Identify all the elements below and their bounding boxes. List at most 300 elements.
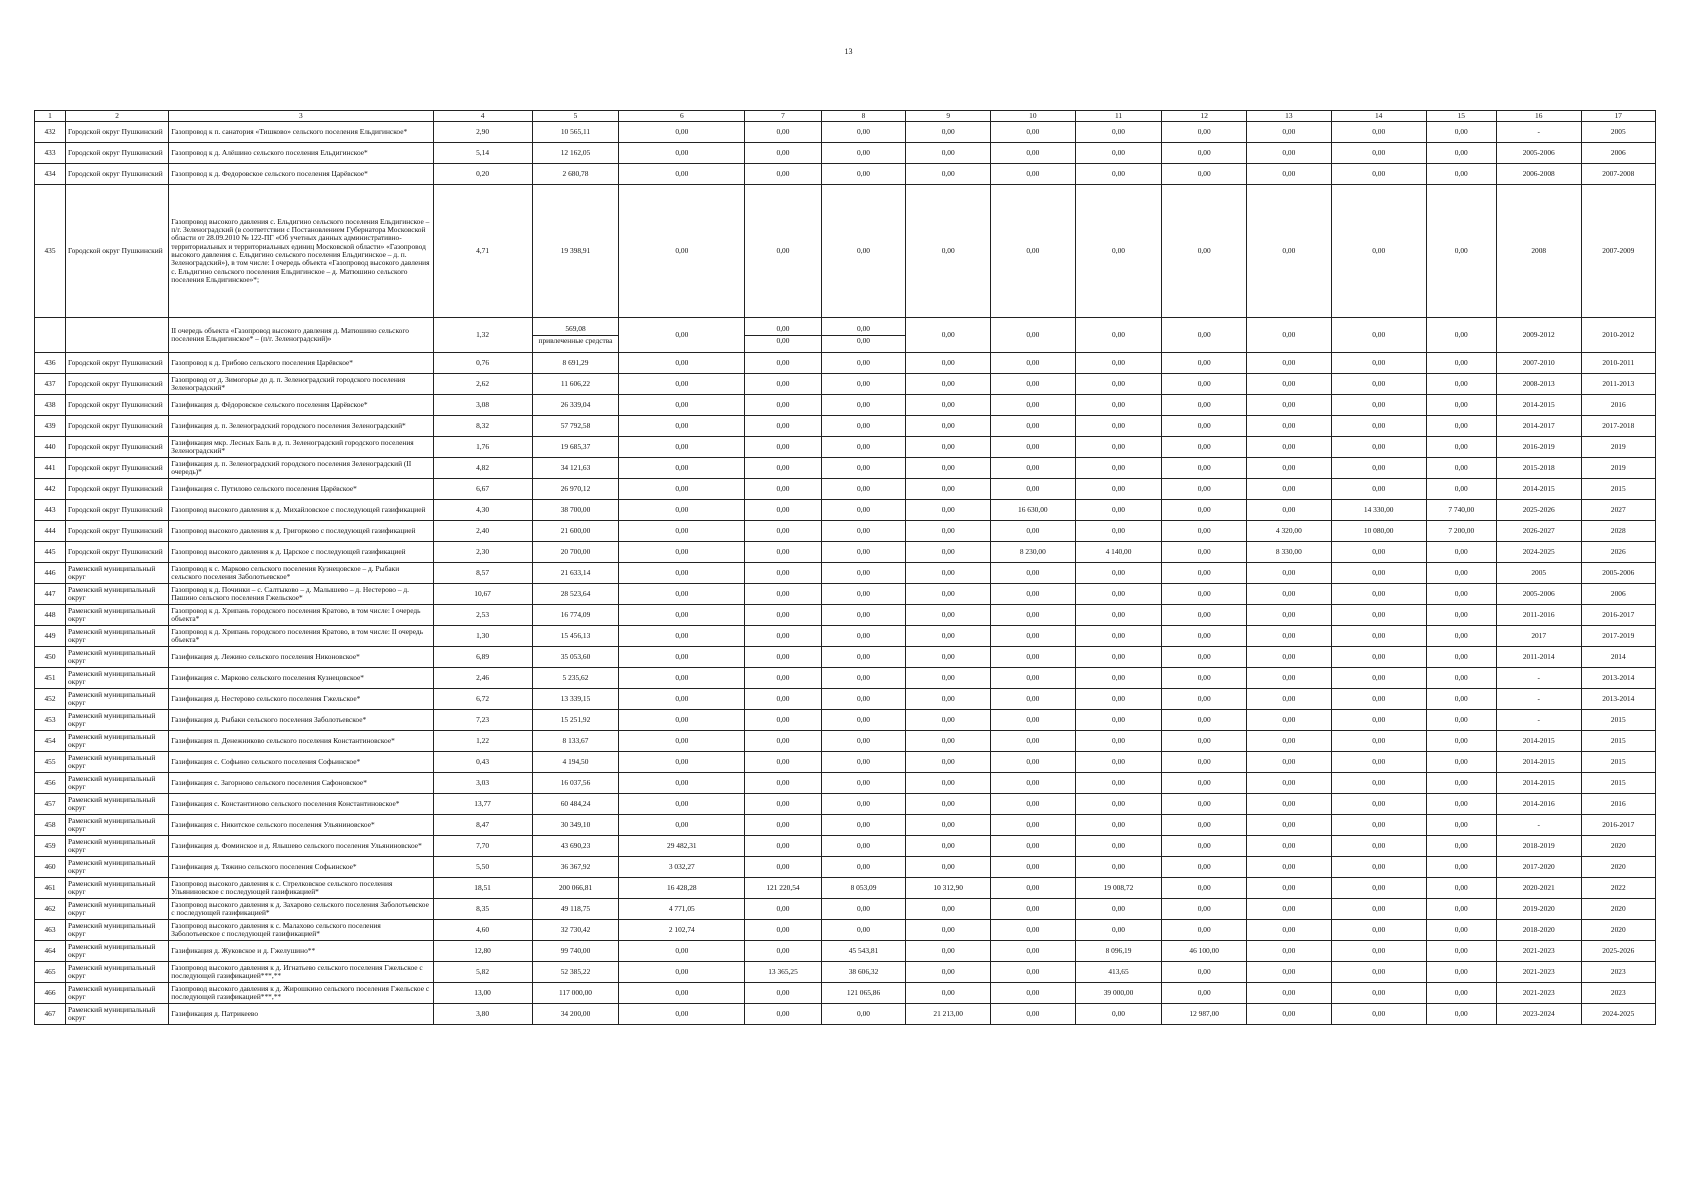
table-cell: 0,00 <box>991 626 1076 647</box>
table-cell: 0,00 <box>991 731 1076 752</box>
table-cell: 2017-2018 <box>1581 416 1655 437</box>
table-cell: 0,00 <box>991 857 1076 878</box>
table-cell: 0,00 <box>1426 185 1496 318</box>
table-cell: 0,00 <box>1247 458 1332 479</box>
table-cell: 60 484,24 <box>532 794 619 815</box>
table-cell: 5,82 <box>433 962 532 983</box>
table-cell: - <box>1496 668 1581 689</box>
table-cell: 0,00 <box>906 584 991 605</box>
table-cell: Газопровод к д. Алёшино сельского поселения Ельдигинское* <box>169 143 433 164</box>
table-cell: 2014-2015 <box>1496 731 1581 752</box>
table-row <box>35 815 1656 836</box>
table-cell: 12 162,05 <box>532 143 619 164</box>
table-row <box>35 983 1656 1004</box>
table-cell: 6,67 <box>433 479 532 500</box>
table-cell: 0,00 <box>1075 1004 1162 1025</box>
table-cell: 433 <box>35 143 66 164</box>
table-cell: 10 080,00 <box>1331 521 1426 542</box>
table-cell: 0,00 <box>1247 731 1332 752</box>
table-cell: 0,00 <box>1331 983 1426 1004</box>
stacked-values <box>535 324 617 346</box>
table-cell: 19 685,37 <box>532 437 619 458</box>
table-cell: 0,00 <box>906 185 991 318</box>
table-cell: 7 740,00 <box>1426 500 1496 521</box>
table-cell: 0,00 <box>1162 353 1247 374</box>
table-cell: 0,00 <box>821 920 906 941</box>
table-cell: Газификация д. Лежино сельского поселения Никоновское* <box>169 647 433 668</box>
table-cell: 32 730,42 <box>532 920 619 941</box>
table-cell: Газопровод высокого давления к д. Царское с последующей газификацией <box>169 542 433 563</box>
table-cell: 2006-2008 <box>1496 164 1581 185</box>
table-cell: 0,00 <box>745 941 821 962</box>
table-cell: Газопровод к д. Хрипань городского поселения Кратово, в том числе: II очередь объекта* <box>169 626 433 647</box>
table-cell: 4 140,00 <box>1075 542 1162 563</box>
table-row <box>35 920 1656 941</box>
table-cell: 0,00 <box>745 563 821 584</box>
table-cell: 0,00 <box>906 815 991 836</box>
table-cell: 0,00 <box>906 500 991 521</box>
table-cell: 0,00 <box>906 731 991 752</box>
table-cell: 0,00 <box>1331 815 1426 836</box>
table-cell: 30 349,10 <box>532 815 619 836</box>
table-cell: 0,00 <box>745 185 821 318</box>
table-cell: 4 320,00 <box>1247 521 1332 542</box>
table-cell: Городской округ Пушкинский <box>65 521 168 542</box>
table-cell: Газификация с. Никитское сельского поселения Ульяниновское* <box>169 815 433 836</box>
table-cell: Городской округ Пушкинский <box>65 374 168 395</box>
table-cell: 36 367,92 <box>532 857 619 878</box>
table-cell: 0,00 <box>745 521 821 542</box>
table-cell: 2014-2015 <box>1496 752 1581 773</box>
table-cell: 441 <box>35 458 66 479</box>
table-cell: 0,00 <box>619 353 745 374</box>
table-cell: 0,00 <box>1247 983 1332 1004</box>
table-cell: 2028 <box>1581 521 1655 542</box>
table-cell: Раменский муниципальный округ <box>65 815 168 836</box>
table-cell: 7 200,00 <box>1426 521 1496 542</box>
table-cell: 2005 <box>1581 122 1655 143</box>
table-cell: 0,00 <box>1331 1004 1426 1025</box>
table-cell: Городской округ Пушкинский <box>65 185 168 318</box>
table-cell: Городской округ Пушкинский <box>65 143 168 164</box>
table-cell: 2021-2023 <box>1496 941 1581 962</box>
table-row <box>35 458 1656 479</box>
table-cell: Газификация с. Путилово сельского поселения Царёвское* <box>169 479 433 500</box>
table-cell: 0,00 <box>1247 773 1332 794</box>
table-cell: 0,00 <box>821 710 906 731</box>
table-cell: 99 740,00 <box>532 941 619 962</box>
table-cell: Газификация д. Нестерово сельского поселения Гжельское* <box>169 689 433 710</box>
table-cell: 0,00 <box>906 836 991 857</box>
table-cell: 28 523,64 <box>532 584 619 605</box>
table-cell: 0,00 <box>1331 836 1426 857</box>
table-cell: 0,00 <box>1331 353 1426 374</box>
table-cell: 0,00 <box>1075 318 1162 353</box>
table-cell: Газопровод к д. Починки – с. Салтыково – д. Малышево – д. Нестерово – д. Пашино сельского поселения Гжельское* <box>169 584 433 605</box>
table-cell: 0,00 <box>1331 542 1426 563</box>
table-cell: 0,00 <box>1426 794 1496 815</box>
table-cell: 0,00 <box>1331 416 1426 437</box>
table-cell: 2010-2011 <box>1581 353 1655 374</box>
table-cell: 0,00 <box>1162 689 1247 710</box>
table-cell: 0,00 <box>906 416 991 437</box>
table-cell: 445 <box>35 542 66 563</box>
table-cell: 0,00 <box>1247 416 1332 437</box>
table-cell: 2016-2019 <box>1496 437 1581 458</box>
table-cell: 2019-2020 <box>1496 899 1581 920</box>
table-cell: 0,00 <box>1162 164 1247 185</box>
table-cell: 0,00 <box>745 164 821 185</box>
table-cell: 0,00 <box>619 563 745 584</box>
table-cell: 0,00 <box>991 479 1076 500</box>
table-cell: 0,00 <box>1075 899 1162 920</box>
table-cell: 2019 <box>1581 437 1655 458</box>
table-cell: 0,00 <box>821 815 906 836</box>
table-cell: 0,00 <box>619 773 745 794</box>
table-cell: 34 200,00 <box>532 1004 619 1025</box>
column-header: 10 <box>991 111 1076 122</box>
table-cell: 2024-2025 <box>1496 542 1581 563</box>
table-cell: 0,00 <box>1426 374 1496 395</box>
table-cell: 0,00 <box>821 857 906 878</box>
table-cell: 0,00 <box>991 1004 1076 1025</box>
stacked-value: 0,00 <box>776 335 790 345</box>
table-cell: 0,00 <box>906 962 991 983</box>
table-row <box>35 479 1656 500</box>
column-header: 11 <box>1075 111 1162 122</box>
table-cell: 0,00 <box>1331 731 1426 752</box>
table-cell: 0,00 <box>1075 395 1162 416</box>
table-cell: 0,00 <box>745 605 821 626</box>
table-row <box>35 521 1656 542</box>
table-cell: Раменский муниципальный округ <box>65 899 168 920</box>
table-cell: 3 032,27 <box>619 857 745 878</box>
table-cell: 21 633,14 <box>532 563 619 584</box>
table-cell: 0,00 <box>991 374 1076 395</box>
table-cell: 467 <box>35 1004 66 1025</box>
table-cell: 0,00 <box>1426 458 1496 479</box>
table-cell: 0,00 <box>1247 143 1332 164</box>
table-cell: 0,00 <box>1331 647 1426 668</box>
table-cell: 440 <box>35 437 66 458</box>
table-cell: 0,00 <box>1162 542 1247 563</box>
table-cell: 0,00 <box>1162 899 1247 920</box>
table-cell: 2026 <box>1581 542 1655 563</box>
table-cell: 0,00 <box>1247 794 1332 815</box>
table-cell: 0,00 <box>1247 1004 1332 1025</box>
table-cell: 456 <box>35 773 66 794</box>
table-cell: 2017-2020 <box>1496 857 1581 878</box>
table-cell: 0,00 <box>619 605 745 626</box>
table-cell: 0,00 <box>906 899 991 920</box>
table-cell: 0,00 <box>1247 437 1332 458</box>
table-cell: 2016-2017 <box>1581 605 1655 626</box>
table-cell: 0,00 <box>1331 185 1426 318</box>
table-cell: 0,00 <box>1247 899 1332 920</box>
data-table <box>34 110 1656 1025</box>
table-cell: 0,00 <box>745 584 821 605</box>
table-cell: 0,00 <box>906 605 991 626</box>
table-cell: 2,40 <box>433 521 532 542</box>
table-cell: 0,00 <box>1075 710 1162 731</box>
table-cell: 0,00 <box>1426 773 1496 794</box>
column-header: 15 <box>1426 111 1496 122</box>
table-cell: 0,00 <box>906 794 991 815</box>
table-cell: 0,00 <box>1075 605 1162 626</box>
table-cell: Раменский муниципальный округ <box>65 689 168 710</box>
table-cell: 0,00 <box>821 479 906 500</box>
table-cell: Газопровод к д. Федоровское сельского поселения Царёвское* <box>169 164 433 185</box>
table-cell: II очередь объекта «Газопровод высокого давления д. Матюшино сельского поселения Ельдигинское* – (п/г. Зеленоградский)» <box>169 318 433 353</box>
column-header: 8 <box>821 111 906 122</box>
table-cell: 2011-2016 <box>1496 605 1581 626</box>
table-cell: 0,00 <box>1162 836 1247 857</box>
table-cell: 2007-2010 <box>1496 353 1581 374</box>
table-row <box>35 668 1656 689</box>
table-cell: 0,00 <box>906 374 991 395</box>
table-cell: Раменский муниципальный округ <box>65 794 168 815</box>
table-cell: 2,62 <box>433 374 532 395</box>
table-cell: 39 000,00 <box>1075 983 1162 1004</box>
table-cell: 0,00 <box>619 626 745 647</box>
table-cell: 6,72 <box>433 689 532 710</box>
table-row <box>35 752 1656 773</box>
table-cell: 0,00 <box>619 479 745 500</box>
table-cell: 447 <box>35 584 66 605</box>
table-cell: 0,00 <box>1247 185 1332 318</box>
table-row <box>35 710 1656 731</box>
column-header: 6 <box>619 111 745 122</box>
table-cell: 0,00 <box>821 605 906 626</box>
table-cell: 2015 <box>1581 731 1655 752</box>
table-cell: 0,00 <box>745 815 821 836</box>
table-cell: 437 <box>35 374 66 395</box>
page-number: 13 <box>844 47 853 56</box>
table-cell: 0,00 <box>1331 710 1426 731</box>
table-row <box>35 878 1656 899</box>
table-cell: Газификация д. Тяжино сельского поселения Софьинское* <box>169 857 433 878</box>
table-cell: 2026-2027 <box>1496 521 1581 542</box>
table-cell: Газификация мкр. Лесных Баль в д. п. Зеленоградский городского поселения Зеленоградский* <box>169 437 433 458</box>
table-cell: 0,00 <box>619 542 745 563</box>
table-cell: 38 700,00 <box>532 500 619 521</box>
table-cell: 413,65 <box>1075 962 1162 983</box>
table-cell: 0,00 <box>619 962 745 983</box>
table-cell: 0,00 <box>1162 395 1247 416</box>
table-cell: 463 <box>35 920 66 941</box>
table-cell: 0,00 <box>1162 815 1247 836</box>
table-cell: 0,00 <box>745 143 821 164</box>
table-row <box>35 647 1656 668</box>
table-cell: 0,00 <box>821 353 906 374</box>
column-header: 2 <box>65 111 168 122</box>
table-cell: 121 065,86 <box>821 983 906 1004</box>
table-cell: 2014-2015 <box>1496 479 1581 500</box>
table-cell: Газопровод высокого давления к д. Григорково с последующей газификацией <box>169 521 433 542</box>
table-cell: 0,00 <box>821 500 906 521</box>
table-cell: Газификация с. Софьино сельского поселения Софьинское* <box>169 752 433 773</box>
table-cell: 2010-2012 <box>1581 318 1655 353</box>
table-cell: 2018-2019 <box>1496 836 1581 857</box>
table-cell: 466 <box>35 983 66 1004</box>
table-cell: 446 <box>35 563 66 584</box>
table-cell: 0,00 <box>1426 542 1496 563</box>
table-cell: Городской округ Пушкинский <box>65 395 168 416</box>
table-cell: 0,00 <box>745 920 821 941</box>
table-cell: 0,00 <box>821 773 906 794</box>
table-cell: 0,00 <box>821 794 906 815</box>
table-cell: Городской округ Пушкинский <box>65 416 168 437</box>
table-header <box>35 111 1656 122</box>
table-cell: 0,00 <box>1247 626 1332 647</box>
table-cell: 0,00 <box>745 731 821 752</box>
table-row <box>35 437 1656 458</box>
table-cell: 0,00 <box>1331 626 1426 647</box>
table-cell: 2020 <box>1581 920 1655 941</box>
table-cell: 452 <box>35 689 66 710</box>
table-cell: 0,00 <box>1426 941 1496 962</box>
table-cell: 49 118,75 <box>532 899 619 920</box>
table-cell: 0,00 <box>991 122 1076 143</box>
table-cell: 0,00 <box>1331 374 1426 395</box>
table-cell: 2005 <box>1496 563 1581 584</box>
table-cell: 0,00 <box>1075 458 1162 479</box>
table-cell: 0,00 <box>1075 479 1162 500</box>
table-cell: 0,00 <box>1075 647 1162 668</box>
table-cell: 0,00 <box>1162 857 1247 878</box>
table-cell: 117 000,00 <box>532 983 619 1004</box>
table-cell <box>65 318 168 353</box>
table-cell: 0,00 <box>1426 668 1496 689</box>
table-cell: 0,00 <box>619 318 745 353</box>
table-cell: 0,00 <box>991 962 1076 983</box>
table-cell: 0,00 <box>1075 836 1162 857</box>
table-cell: 0,00 <box>1162 752 1247 773</box>
table-cell: Раменский муниципальный округ <box>65 983 168 1004</box>
table-cell: 0,00 <box>991 353 1076 374</box>
table-cell: 448 <box>35 605 66 626</box>
table-row <box>35 164 1656 185</box>
table-cell: 0,00 <box>1247 689 1332 710</box>
table-cell: 2025-2026 <box>1581 941 1655 962</box>
table-cell: 0,00 <box>1247 353 1332 374</box>
table-cell: 0,00 <box>821 521 906 542</box>
table-cell: Газификация д. п. Зеленоградский городского поселения Зеленоградский (II очередь)* <box>169 458 433 479</box>
table-cell: 2 680,78 <box>532 164 619 185</box>
table-cell: 0,00 <box>619 983 745 1004</box>
table-cell: 0,00 <box>906 920 991 941</box>
table-cell: 0,00 <box>619 437 745 458</box>
table-cell: 2014-2015 <box>1496 773 1581 794</box>
table-cell: 2 102,74 <box>619 920 745 941</box>
table-cell: 0,00 <box>991 395 1076 416</box>
table-cell: 5,50 <box>433 857 532 878</box>
table-cell: 19 398,91 <box>532 185 619 318</box>
table-cell: 2013-2014 <box>1581 689 1655 710</box>
table-cell <box>821 318 906 353</box>
table-cell: 0,00 <box>906 353 991 374</box>
column-header: 4 <box>433 111 532 122</box>
table-cell: 1,30 <box>433 626 532 647</box>
table-cell: 0,00 <box>821 374 906 395</box>
table-cell: 13,00 <box>433 983 532 1004</box>
table-cell: 0,00 <box>1426 605 1496 626</box>
table-cell: 0,00 <box>821 752 906 773</box>
table-cell: 0,76 <box>433 353 532 374</box>
table-cell: 0,00 <box>1162 185 1247 318</box>
table-cell: 0,00 <box>1331 899 1426 920</box>
table-cell: 0,00 <box>821 542 906 563</box>
table-cell: Газопровод высокого давления к с. Малахово сельского поселения Заболотьевское с последующей газификацией* <box>169 920 433 941</box>
table-cell: 2015 <box>1581 710 1655 731</box>
table-cell: 464 <box>35 941 66 962</box>
table-row <box>35 563 1656 584</box>
stacked-value: 0,00 <box>857 335 870 345</box>
column-header: 5 <box>532 111 619 122</box>
table-cell: Газификация п. Денежниково сельского поселения Константиновское* <box>169 731 433 752</box>
table-cell: 0,00 <box>821 416 906 437</box>
table-cell: 454 <box>35 731 66 752</box>
table-cell: 0,00 <box>991 878 1076 899</box>
table-cell: 0,00 <box>1075 122 1162 143</box>
table-cell: 0,00 <box>991 773 1076 794</box>
table-cell: 2018-2020 <box>1496 920 1581 941</box>
table-cell: 20 700,00 <box>532 542 619 563</box>
table-cell: Раменский муниципальный округ <box>65 605 168 626</box>
table-cell: Раменский муниципальный округ <box>65 731 168 752</box>
table-cell: 12,80 <box>433 941 532 962</box>
table-cell: 2024-2025 <box>1581 1004 1655 1025</box>
table-cell: 0,00 <box>1331 689 1426 710</box>
table-cell: Газопровод к с. Марково сельского поселения Кузнецовское – д. Рыбаки сельского поселения Заболотьевское* <box>169 563 433 584</box>
table-cell: 438 <box>35 395 66 416</box>
stacked-values <box>824 324 904 346</box>
table-cell: Городской округ Пушкинский <box>65 500 168 521</box>
table-cell: 444 <box>35 521 66 542</box>
table-cell: 450 <box>35 647 66 668</box>
table-cell: 0,00 <box>1075 752 1162 773</box>
table-cell: 0,00 <box>1331 437 1426 458</box>
table-cell: 0,00 <box>619 731 745 752</box>
table-cell: 0,00 <box>619 122 745 143</box>
table-cell: 0,00 <box>1075 185 1162 318</box>
table-cell: 0,00 <box>1426 395 1496 416</box>
table-cell: 0,00 <box>821 143 906 164</box>
table-cell: 0,00 <box>1162 122 1247 143</box>
table-cell: 0,00 <box>1075 857 1162 878</box>
table-cell: 0,00 <box>619 521 745 542</box>
table-cell: Газификация д. Рыбаки сельского поселения Заболотьевское* <box>169 710 433 731</box>
table-cell: 0,00 <box>991 605 1076 626</box>
table-cell: 0,00 <box>1247 584 1332 605</box>
table-cell: 15 456,13 <box>532 626 619 647</box>
table-cell: Раменский муниципальный округ <box>65 1004 168 1025</box>
table-cell: 2015 <box>1581 752 1655 773</box>
table-cell: 18,51 <box>433 878 532 899</box>
table-cell: Раменский муниципальный округ <box>65 626 168 647</box>
table-cell: 0,00 <box>1162 626 1247 647</box>
table-cell: 4,30 <box>433 500 532 521</box>
table-cell: 0,00 <box>1075 626 1162 647</box>
table-cell: 0,00 <box>991 899 1076 920</box>
table-cell: 0,00 <box>1247 815 1332 836</box>
table-cell: 21 600,00 <box>532 521 619 542</box>
table-cell: 0,00 <box>906 668 991 689</box>
table-cell: 0,00 <box>906 752 991 773</box>
table-cell: 0,00 <box>1426 437 1496 458</box>
table-cell: Газопровод к п. санатория «Тишково» сельского поселения Ельдигинское* <box>169 122 433 143</box>
table-cell: 0,00 <box>991 815 1076 836</box>
